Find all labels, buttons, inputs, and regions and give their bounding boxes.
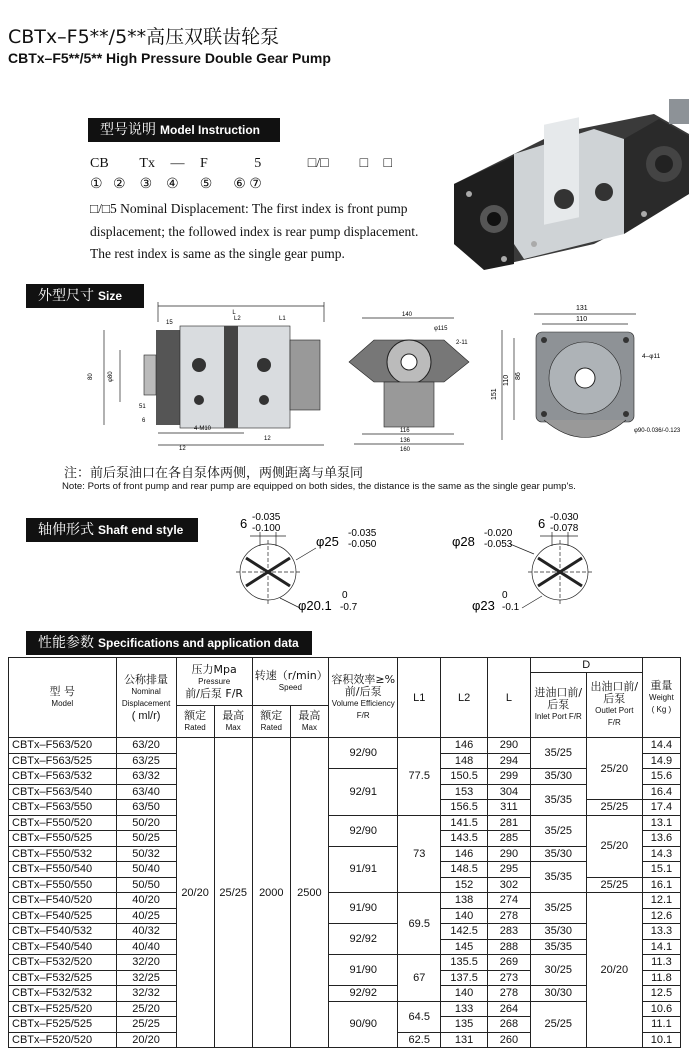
cell-displacement: 40/20 <box>116 893 176 909</box>
cell-displacement: 25/20 <box>116 1001 176 1017</box>
th-weight <box>642 658 680 738</box>
cell-l: 269 <box>488 955 531 971</box>
front-view-drawing <box>344 312 474 452</box>
cell-model: CBTx–F550/520 <box>9 815 117 831</box>
th-rated-cn: 额定 <box>260 708 283 722</box>
section-band-spec <box>26 631 312 655</box>
th-outlet-en: Outlet Port F/R <box>595 706 634 727</box>
th-model-cn: 型 号 <box>49 684 76 698</box>
table-row <box>9 815 681 831</box>
dim-140: 140 <box>402 312 413 318</box>
dim-4m10: 4-M10 <box>194 426 212 432</box>
cell-weight: 13.3 <box>642 924 680 940</box>
cell-speed-rated: 2000 <box>252 738 290 1048</box>
th-pressure <box>176 658 252 706</box>
cell-model: CBTx–F550/532 <box>9 846 117 862</box>
cell-inlet: 35/30 <box>530 924 586 940</box>
th-inlet-en: Inlet Port F/R <box>534 712 582 721</box>
cell-l1: 67 <box>398 955 441 1002</box>
th-outlet <box>586 673 642 738</box>
section-title-cn: 性能参数 <box>38 635 94 651</box>
cell-efficiency: 92/91 <box>328 769 398 816</box>
cell-inlet: 30/25 <box>530 955 586 986</box>
shaft-left-dia-tol-low: -0.050 <box>348 539 377 550</box>
cell-l2: 140 <box>441 908 488 924</box>
shaft-left-drawing <box>220 508 390 618</box>
cell-displacement: 32/32 <box>116 986 176 1002</box>
cell-l: 273 <box>488 970 531 986</box>
cell-weight: 11.8 <box>642 970 680 986</box>
th-rated-cn: 额定 <box>184 708 207 722</box>
cell-l: 302 <box>488 877 531 893</box>
dim-116: 116 <box>400 428 410 434</box>
section-title-en: Shaft end style <box>98 523 184 537</box>
side-view-drawing <box>84 300 334 452</box>
cell-l: 290 <box>488 846 531 862</box>
dim-phi115: φ115 <box>434 326 448 332</box>
table-row <box>9 924 681 940</box>
cell-l: 295 <box>488 862 531 878</box>
cell-l1: 64.5 <box>398 1001 441 1032</box>
cell-outlet: 25/25 <box>586 877 642 893</box>
cell-l: 294 <box>488 753 531 769</box>
model-indices: ① ② ③ ④ ⑤ ⑥ ⑦ <box>90 177 262 192</box>
th-max-en: Max <box>225 722 241 732</box>
cell-weight: 12.5 <box>642 986 680 1002</box>
cell-l2: 156.5 <box>441 800 488 816</box>
cell-model: CBTx–F550/525 <box>9 831 117 847</box>
cell-weight: 14.4 <box>642 738 680 754</box>
th-weight-en: Weight <box>649 692 674 702</box>
dim-160: 160 <box>400 447 411 453</box>
table-row <box>9 986 681 1002</box>
table-row <box>9 738 681 754</box>
cell-displacement: 20/20 <box>116 1032 176 1048</box>
th-speed-en: Speed <box>278 682 302 692</box>
table-row <box>9 955 681 971</box>
cell-displacement: 32/25 <box>116 970 176 986</box>
th-inlet <box>530 673 586 738</box>
cell-weight: 13.6 <box>642 831 680 847</box>
cell-model: CBTx–F563/550 <box>9 800 117 816</box>
cell-l2: 137.5 <box>441 970 488 986</box>
cell-weight: 12.6 <box>642 908 680 924</box>
cell-inlet: 35/30 <box>530 769 586 785</box>
dim-15: 15 <box>166 320 173 326</box>
th-l: L <box>488 658 531 738</box>
cell-model: CBTx–F525/520 <box>9 1001 117 1017</box>
back-view-drawing <box>484 300 684 455</box>
th-rated-en: Rated <box>184 722 206 732</box>
cell-l2: 142.5 <box>441 924 488 940</box>
shaft-right-dia-tol-up: -0.020 <box>484 528 513 539</box>
cell-weight: 11.3 <box>642 955 680 971</box>
th-max-en: Max <box>301 722 317 732</box>
cell-displacement: 63/40 <box>116 784 176 800</box>
th-weight-unit: ( Kg ) <box>651 704 672 714</box>
table-row <box>9 893 681 909</box>
shaft-left-dia-tol-up: -0.035 <box>348 528 377 539</box>
spec-table <box>8 657 681 1048</box>
cell-displacement: 63/50 <box>116 800 176 816</box>
cell-efficiency: 91/90 <box>328 893 398 924</box>
cell-efficiency: 92/90 <box>328 738 398 769</box>
table-row <box>9 1001 681 1017</box>
th-l1: L1 <box>398 658 441 738</box>
shaft-left-minor-tol-up: 0 <box>342 590 348 601</box>
section-title-cn: 外型尺寸 <box>38 288 94 304</box>
th-press-sub: 前/后泵 F/R <box>185 686 244 700</box>
cell-displacement: 63/20 <box>116 738 176 754</box>
th-eff-cn: 容积效率≥% <box>331 672 396 686</box>
cell-efficiency: 90/90 <box>328 1001 398 1048</box>
pump-photo <box>444 94 694 284</box>
cell-weight: 15.6 <box>642 769 680 785</box>
cell-l: 288 <box>488 939 531 955</box>
cell-model: CBTx–F550/540 <box>9 862 117 878</box>
dim-phi80: φ80 <box>108 371 114 382</box>
cell-inlet: 35/30 <box>530 846 586 862</box>
cell-model: CBTx–F525/525 <box>9 1017 117 1033</box>
cell-inlet: 35/35 <box>530 939 586 955</box>
cell-displacement: 50/20 <box>116 815 176 831</box>
cell-model: CBTx–F532/520 <box>9 955 117 971</box>
th-max-cn: 最高 <box>222 708 245 722</box>
cell-displacement: 40/32 <box>116 924 176 940</box>
cell-weight: 16.1 <box>642 877 680 893</box>
size-note-en: Note: Ports of front pump and rear pump are equipped on both sides, the distance is the same as the single gear pump's. <box>62 481 576 492</box>
th-eff-en: Volume Efficiency F/R <box>331 698 395 720</box>
cell-model: CBTx–F563/520 <box>9 738 117 754</box>
cell-pressure-rated: 20/20 <box>176 738 214 1048</box>
cell-l2: 143.5 <box>441 831 488 847</box>
dim-136: 136 <box>400 438 411 444</box>
cell-l: 278 <box>488 986 531 1002</box>
cell-displacement: 50/40 <box>116 862 176 878</box>
cell-l: 285 <box>488 831 531 847</box>
cell-weight: 14.3 <box>642 846 680 862</box>
cell-weight: 15.1 <box>642 862 680 878</box>
cell-displacement: 32/20 <box>116 955 176 971</box>
cell-efficiency: 92/90 <box>328 815 398 846</box>
cell-displacement: 63/32 <box>116 769 176 785</box>
section-band-shaft <box>26 518 198 542</box>
th-speed-rated <box>252 706 290 738</box>
dim-4phi11: 4–φ11 <box>642 353 661 360</box>
cell-l: 268 <box>488 1017 531 1033</box>
dim-L2: L2 <box>234 316 241 322</box>
th-max-cn: 最高 <box>298 708 321 722</box>
cell-inlet: 35/25 <box>530 815 586 846</box>
cell-l: 299 <box>488 769 531 785</box>
dim-86: 86 <box>515 372 522 380</box>
shaft-left-key-tol-low: -0.100 <box>252 523 281 534</box>
th-d: D <box>530 658 642 673</box>
cell-model: CBTx–F563/540 <box>9 784 117 800</box>
model-description: □/□5 Nominal Displacement: The first index is front pump displacement; the followed index is rear pump displacement. The rest index is same as the single gear pump. <box>90 201 419 261</box>
cell-l2: 148 <box>441 753 488 769</box>
section-title-en: Specifications and application data <box>98 636 299 650</box>
th-model <box>9 658 117 738</box>
cell-model: CBTx–F540/532 <box>9 924 117 940</box>
cell-displacement: 63/25 <box>116 753 176 769</box>
section-title-cn: 型号说明 <box>100 122 156 138</box>
table-row <box>9 769 681 785</box>
cell-inlet: 35/35 <box>530 862 586 893</box>
cell-outlet: 25/25 <box>586 800 642 816</box>
th-disp-cn: 公称排量 <box>124 672 169 686</box>
dim-110-v: 110 <box>503 374 510 386</box>
cell-efficiency: 92/92 <box>328 924 398 955</box>
page-title-en: CBTx–F5**/5** High Pressure Double Gear Pump <box>8 50 331 66</box>
shaft-right-minor-tol-low: -0.1 <box>502 602 520 613</box>
dim-2-11: 2-11 <box>456 340 468 346</box>
cell-l2: 153 <box>441 784 488 800</box>
th-press-en: Pressure <box>198 676 231 686</box>
cell-l2: 145 <box>441 939 488 955</box>
cell-l: 260 <box>488 1032 531 1048</box>
shaft-right-key-tol-low: -0.078 <box>550 523 579 534</box>
cell-l1: 73 <box>398 815 441 893</box>
shaft-left-dia: φ25 <box>316 534 339 549</box>
th-disp-en: Nominal Displacement <box>121 686 171 708</box>
section-title-en: Model Instruction <box>160 123 260 137</box>
dim-51: 51 <box>139 404 146 410</box>
dim-L1: L1 <box>279 316 286 322</box>
cell-displacement: 50/50 <box>116 877 176 893</box>
th-weight-cn: 重量 <box>650 678 673 692</box>
section-title-en: Size <box>98 289 123 303</box>
cell-model: CBTx–F563/532 <box>9 769 117 785</box>
cell-l2: 146 <box>441 738 488 754</box>
shaft-right-key: 6 <box>538 516 546 531</box>
th-l2: L2 <box>441 658 488 738</box>
cell-displacement: 40/40 <box>116 939 176 955</box>
shaft-right-dia: φ28 <box>452 534 475 549</box>
cell-displacement: 25/25 <box>116 1017 176 1033</box>
cell-weight: 10.1 <box>642 1032 680 1048</box>
th-inlet-cn: 进油口前/后泵 <box>534 686 583 711</box>
cell-model: CBTx–F540/520 <box>9 893 117 909</box>
cell-inlet: 35/25 <box>530 738 586 769</box>
page-title-cn: CBTx–F5**/5**高压双联齿轮泵 <box>8 26 280 48</box>
cell-efficiency: 92/92 <box>328 986 398 1002</box>
cell-model: CBTx–F550/550 <box>9 877 117 893</box>
cell-pressure-max: 25/25 <box>214 738 252 1048</box>
shaft-left-key-tol-up: -0.035 <box>252 512 281 523</box>
dim-6: 6 <box>142 418 146 424</box>
th-model-en: Model <box>51 698 74 708</box>
cell-l1: 62.5 <box>398 1032 441 1048</box>
cell-weight: 10.6 <box>642 1001 680 1017</box>
cell-model: CBTx–F520/520 <box>9 1032 117 1048</box>
cell-l: 281 <box>488 815 531 831</box>
cell-efficiency: 91/91 <box>328 846 398 893</box>
dim-131: 131 <box>576 305 588 312</box>
th-speed-max <box>290 706 328 738</box>
cell-l: 290 <box>488 738 531 754</box>
cell-displacement: 50/25 <box>116 831 176 847</box>
shaft-left-key: 6 <box>240 516 248 531</box>
cell-weight: 12.1 <box>642 893 680 909</box>
cell-l2: 148.5 <box>441 862 488 878</box>
cell-l2: 140 <box>441 986 488 1002</box>
cell-outlet: 25/20 <box>586 738 642 800</box>
th-press-max <box>214 706 252 738</box>
dim-phi90: φ90-0.036/-0.123 <box>634 428 681 434</box>
cell-inlet: 35/25 <box>530 893 586 924</box>
size-note-cn: 注：前后泵油口在各自泵体两侧，两侧距离与单泵同 <box>64 466 364 481</box>
cell-model: CBTx–F532/532 <box>9 986 117 1002</box>
dim-80: 80 <box>88 373 94 380</box>
cell-weight: 11.1 <box>642 1017 680 1033</box>
th-disp <box>116 658 176 738</box>
cell-inlet: 25/25 <box>530 1001 586 1048</box>
th-eff <box>328 658 398 738</box>
cell-l2: 152 <box>441 877 488 893</box>
cell-l2: 150.5 <box>441 769 488 785</box>
cell-l2: 135 <box>441 1017 488 1033</box>
dim-110: 110 <box>576 316 588 323</box>
th-speed-cn: 转速（r/min） <box>254 668 328 682</box>
dim-151: 151 <box>491 388 498 400</box>
shaft-right-minor: φ23 <box>472 598 495 613</box>
cell-weight: 17.4 <box>642 800 680 816</box>
section-band-model <box>88 118 280 142</box>
shaft-right-key-tol-up: -0.030 <box>550 512 579 523</box>
cell-l: 311 <box>488 800 531 816</box>
cell-model: CBTx–F532/525 <box>9 970 117 986</box>
dim-12a: 12 <box>179 446 186 452</box>
cell-l: 283 <box>488 924 531 940</box>
cell-weight: 14.9 <box>642 753 680 769</box>
shaft-left-minor-tol-low: -0.7 <box>340 602 358 613</box>
shaft-right-drawing <box>450 508 610 618</box>
cell-l2: 141.5 <box>441 815 488 831</box>
cell-l2: 131 <box>441 1032 488 1048</box>
cell-outlet: 25/20 <box>586 815 642 877</box>
cell-l2: 135.5 <box>441 955 488 971</box>
cell-l: 304 <box>488 784 531 800</box>
dim-L: L <box>232 310 236 316</box>
cell-outlet: 20/20 <box>586 893 642 1048</box>
cell-l2: 146 <box>441 846 488 862</box>
cell-weight: 16.4 <box>642 784 680 800</box>
th-rated-en: Rated <box>260 722 282 732</box>
cell-displacement: 40/25 <box>116 908 176 924</box>
section-title-cn: 轴伸形式 <box>38 522 94 538</box>
th-outlet-cn: 出油口前/后泵 <box>590 680 639 705</box>
cell-l2: 138 <box>441 893 488 909</box>
shaft-left-minor: φ20.1 <box>298 598 332 613</box>
th-speed <box>252 658 328 706</box>
cell-l1: 77.5 <box>398 738 441 816</box>
cell-l: 278 <box>488 908 531 924</box>
shaft-right-minor-tol-up: 0 <box>502 590 508 601</box>
table-row <box>9 846 681 862</box>
cell-l1: 69.5 <box>398 893 441 955</box>
cell-model: CBTx–F563/525 <box>9 753 117 769</box>
cell-efficiency: 91/90 <box>328 955 398 986</box>
cell-l: 274 <box>488 893 531 909</box>
cell-inlet: 30/30 <box>530 986 586 1002</box>
cell-l2: 133 <box>441 1001 488 1017</box>
cell-model: CBTx–F540/540 <box>9 939 117 955</box>
model-code: CB Tx — F 5 □/□ □ □ <box>90 156 392 171</box>
cell-weight: 13.1 <box>642 815 680 831</box>
cell-l: 264 <box>488 1001 531 1017</box>
shaft-right-dia-tol-low: -0.053 <box>484 539 513 550</box>
th-press-cn: 压力Mpa <box>191 662 237 676</box>
cell-inlet: 35/35 <box>530 784 586 815</box>
cell-speed-max: 2500 <box>290 738 328 1048</box>
cell-displacement: 50/32 <box>116 846 176 862</box>
th-disp-unit: ( ml/r) <box>131 709 161 722</box>
th-press-rated <box>176 706 214 738</box>
cell-model: CBTx–F540/525 <box>9 908 117 924</box>
cell-weight: 14.1 <box>642 939 680 955</box>
th-eff-sub: 前/后泵 <box>344 684 382 698</box>
dim-12b: 12 <box>264 436 271 442</box>
